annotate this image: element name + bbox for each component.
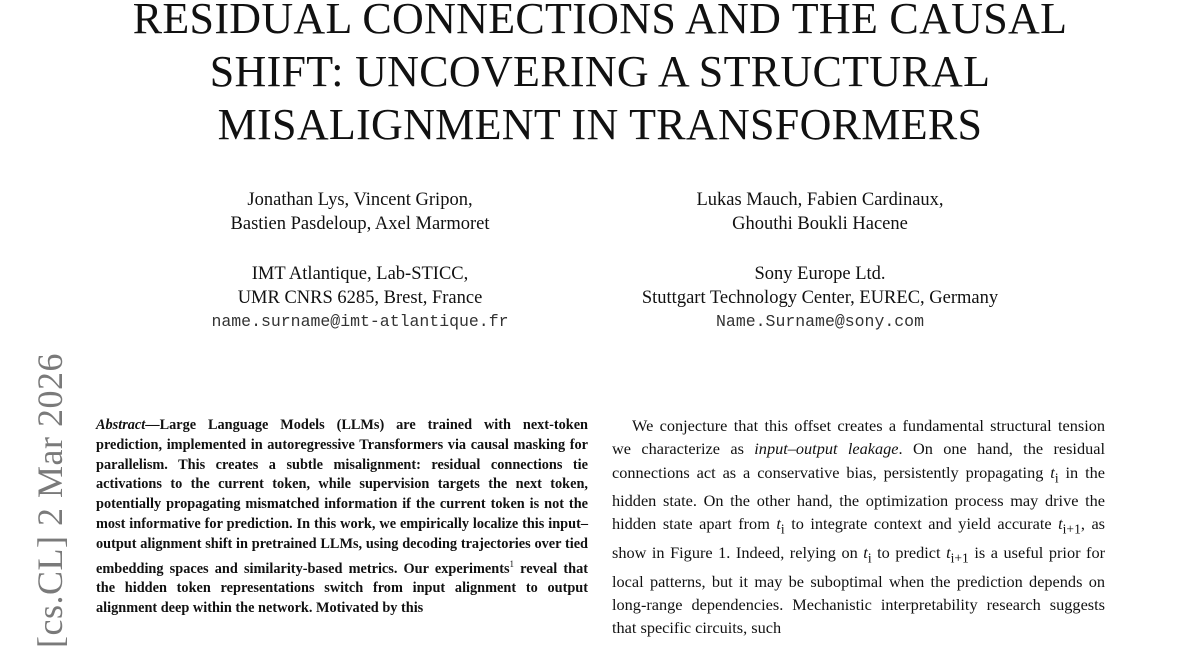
abstract — [96, 416, 588, 619]
abstract-dash: — — [145, 417, 160, 433]
author-names-line-2: Bastien Pasdeloup, Axel Marmoret — [230, 214, 490, 234]
body-text: . On one hand, the residual connections act as a conservative bias, persistently propagating — [612, 439, 1105, 482]
abstract-lead: Abstract — [96, 417, 146, 433]
math-subscript: i — [780, 521, 785, 537]
math-symbol: t — [776, 514, 781, 534]
author-block-left — [160, 188, 560, 334]
title-line-1: RESIDUAL CONNECTIONS AND THE CAUSAL — [132, 0, 1068, 43]
affiliation-line-1: Sony Europe Ltd. — [754, 264, 886, 284]
author-names-line-1: Jonathan Lys, Vincent Gripon, — [247, 190, 473, 210]
author-email[interactable]: Name.Surname@sony.com — [716, 312, 924, 331]
author-block-right — [600, 188, 1040, 334]
math-subscript: i+1 — [950, 550, 969, 566]
author-email[interactable]: name.surname@imt-atlantique.fr — [211, 312, 509, 331]
math-symbol: t — [1050, 462, 1055, 482]
abstract-text-continued: reveal that the hidden token representations switch from input alignment to output alignment deep within the network. Motivated by this — [96, 560, 588, 616]
math-subscript: i — [1054, 469, 1059, 485]
body-text: is a useful prior for local patterns, but it may be suboptimal when the prediction depends on long-range dependencies. Mechanistic interpretability research suggests that specific circuits, such — [612, 542, 1106, 638]
intro-paragraph — [612, 414, 1105, 639]
emphasis-term: input–output leakage — [754, 439, 899, 459]
body-text: to integrate context and yield accurate — [784, 514, 1059, 534]
math-symbol: t — [946, 542, 951, 562]
author-names-line-2: Ghouthi Boukli Hacene — [732, 214, 908, 234]
footnote-mark[interactable]: 1 — [509, 558, 515, 569]
affiliation-line-2: UMR CNRS 6285, Brest, France — [237, 288, 483, 308]
body-text: , as show in Figure 1. Indeed, relying on — [612, 514, 1106, 562]
title-line-3: MISALIGNMENT IN TRANSFORMERS — [217, 100, 983, 149]
abstract-text: Large Language Models (LLMs) are trained with next-token prediction, implemented in autoregressive Transformers via causal masking for parallelism. This creates a subtle misalignment: residual connections tie activations to the current token, while supervision targets the next token, potentially propagating mismatched information if the current token is not the most informative for prediction. In this work, we empirically localize this input–output alignment shift in pretrained LLMs, using decoding trajectories over tied embedding spaces and similarity-based metrics. Our experiments — [96, 417, 588, 577]
author-names-line-1: Lukas Mauch, Fabien Cardinaux, — [696, 190, 944, 210]
body-text: to predict — [871, 542, 947, 562]
arxiv-stamp: [cs.CL] 2 Mar 2026 — [30, 353, 70, 648]
math-symbol: t — [863, 542, 868, 562]
affiliation-line-1: IMT Atlantique, Lab-STICC, — [251, 264, 469, 284]
title-line-2: SHIFT: UNCOVERING A STRUCTURAL — [209, 47, 991, 96]
math-subscript: i — [867, 550, 872, 566]
body-text: in the hidden state. On the other hand, the optimization process may drive the hidden state apart from — [612, 462, 1105, 534]
math-subscript: i+1 — [1062, 521, 1081, 537]
affiliation-line-2: Stuttgart Technology Center, EUREC, Germany — [641, 288, 999, 308]
paper-title — [0, 0, 1200, 151]
math-symbol: t — [1058, 514, 1063, 534]
body-text: We conjecture that this offset creates a fundamental structural tension we characterize as — [612, 416, 1105, 459]
